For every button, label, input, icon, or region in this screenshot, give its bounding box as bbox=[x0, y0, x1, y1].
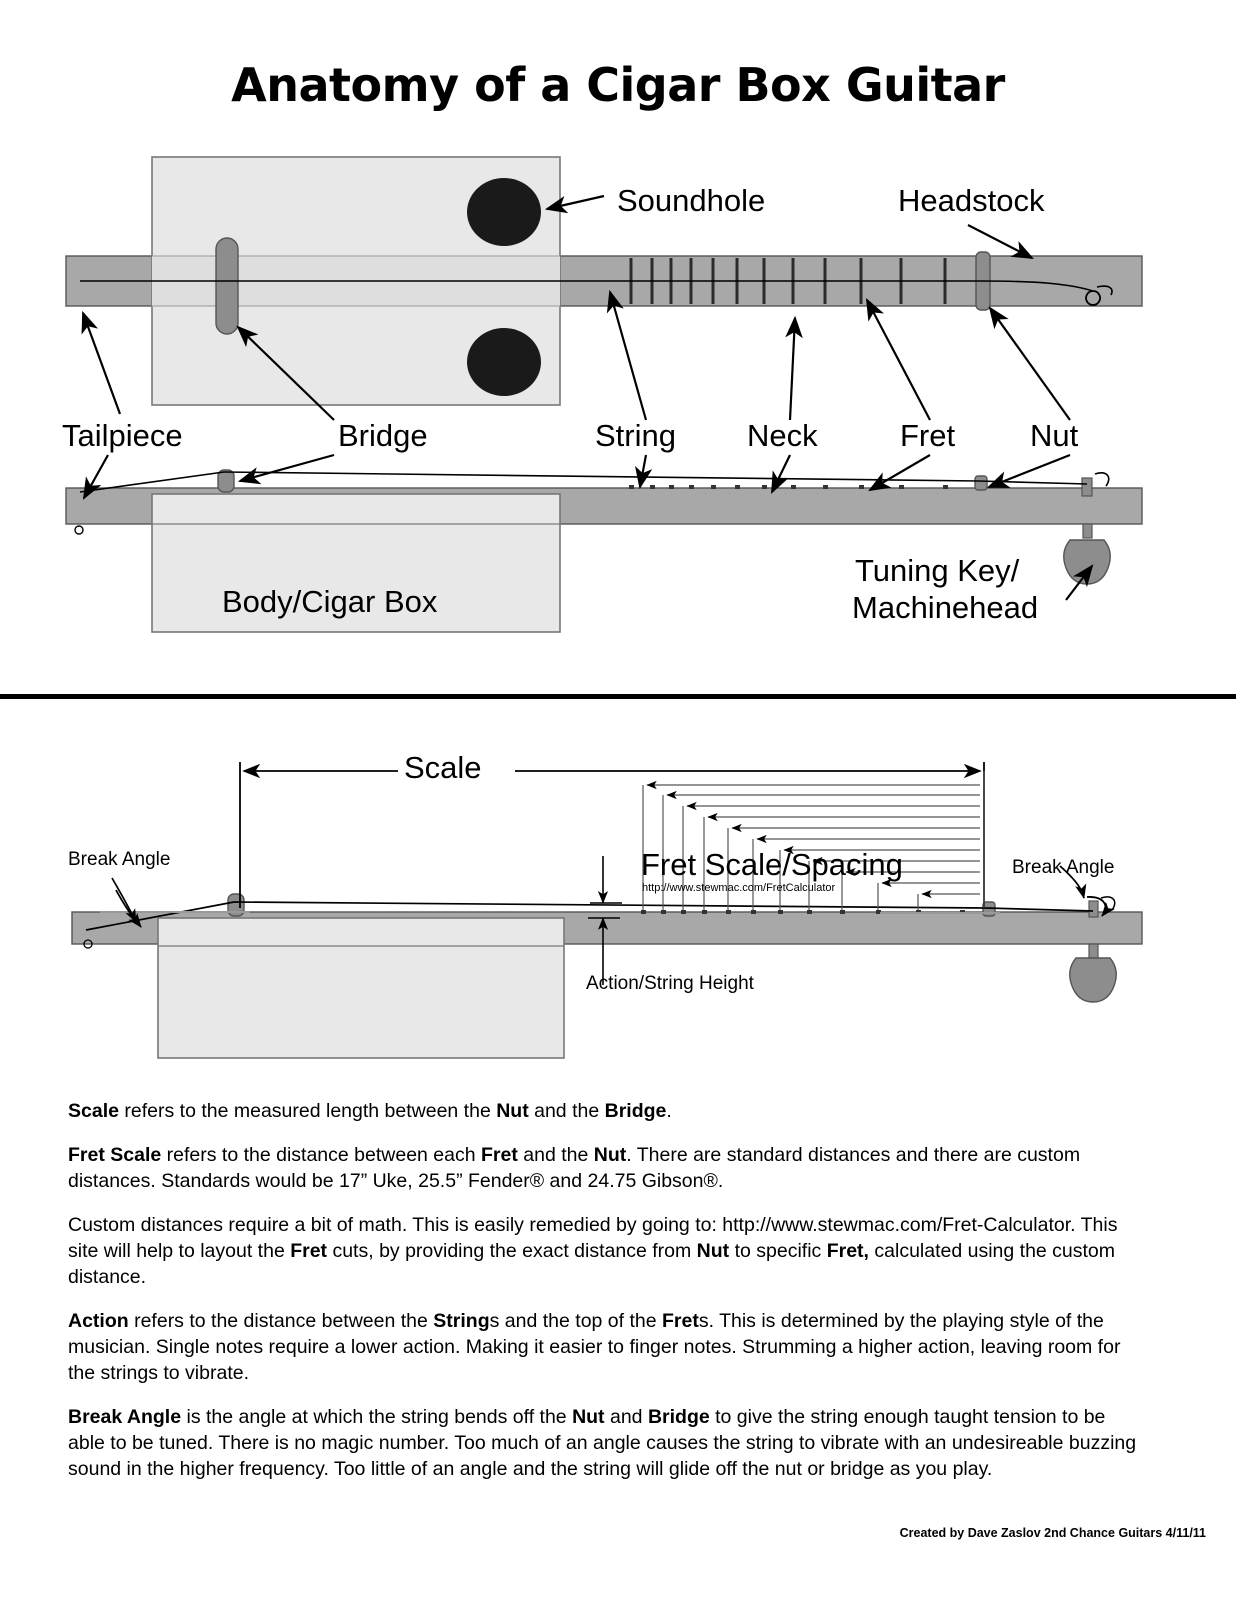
label-bridge: Bridge bbox=[338, 418, 428, 453]
label-neck: Neck bbox=[747, 418, 818, 453]
body-side-view-2 bbox=[158, 918, 564, 1058]
label-scale: Scale bbox=[404, 750, 482, 785]
label-body: Body/Cigar Box bbox=[222, 584, 438, 619]
label-headstock: Headstock bbox=[898, 183, 1045, 218]
tuning-key-side-view-2 bbox=[1070, 958, 1117, 1002]
paragraph-action: Action refers to the distance between the Strings and the top of the Frets. This is determined by the playing style of the musician. Single notes require a lower action. Making it easier to finger notes. Strumming a higher action, leaving room for the strings to vibrate. bbox=[68, 1310, 1121, 1384]
paragraph-scale: Scale refers to the measured length between the Nut and the Bridge. bbox=[68, 1100, 672, 1122]
tuner-post-side-view-2 bbox=[1089, 901, 1098, 917]
label-tuning-key-line1: Tuning Key/ bbox=[855, 553, 1020, 588]
label-tuning-key-line2: Machinehead bbox=[852, 590, 1039, 625]
label-nut: Nut bbox=[1030, 418, 1079, 453]
label-tailpiece: Tailpiece bbox=[62, 418, 183, 453]
label-soundhole: Soundhole bbox=[617, 183, 766, 218]
page-title: Anatomy of a Cigar Box Guitar bbox=[231, 58, 1005, 112]
label-fret-scale: Fret Scale/Spacing bbox=[641, 847, 903, 882]
paragraph-break-angle: Break Angle is the angle at which the string bends off the Nut and Bridge to give the string enough taught tension to be able to be tuned. There is no magic number. Too much of an angle causes the string to vibrate with an undesireable buzzing sound in the higher frequency. Too little of an angle and the string will glide off the nut or bridge as you play. bbox=[68, 1406, 1137, 1480]
label-fret-scale-url: http://www.stewmac.com/FretCalculator bbox=[642, 882, 836, 894]
label-break-angle-left: Break Angle bbox=[68, 849, 171, 870]
label-break-angle-right: Break Angle bbox=[1012, 857, 1115, 878]
explanatory-text bbox=[68, 1098, 1138, 1500]
paragraph-fret-scale: Fret Scale refers to the distance between each Fret and the Nut. There are standard distances and there are custom distances. Standards would be 17” Uke, 25.5” Fender® and 24.75 Gibson®. bbox=[68, 1144, 1081, 1192]
label-action: Action/String Height bbox=[586, 973, 754, 994]
label-fret: Fret bbox=[900, 418, 956, 453]
label-string: String bbox=[595, 418, 676, 453]
paragraph-custom-distances: Custom distances require a bit of math. This is easily remedied by going to: http://www.stewmac.com/Fret-Calculator. This site will help to layout the Fret cuts, by providing the exact distance from Nut to specific Fret, calculated using the custom distance. bbox=[68, 1214, 1118, 1288]
credit-line: Created by Dave Zaslov 2nd Chance Guitars 4/11/11 bbox=[899, 1526, 1206, 1540]
